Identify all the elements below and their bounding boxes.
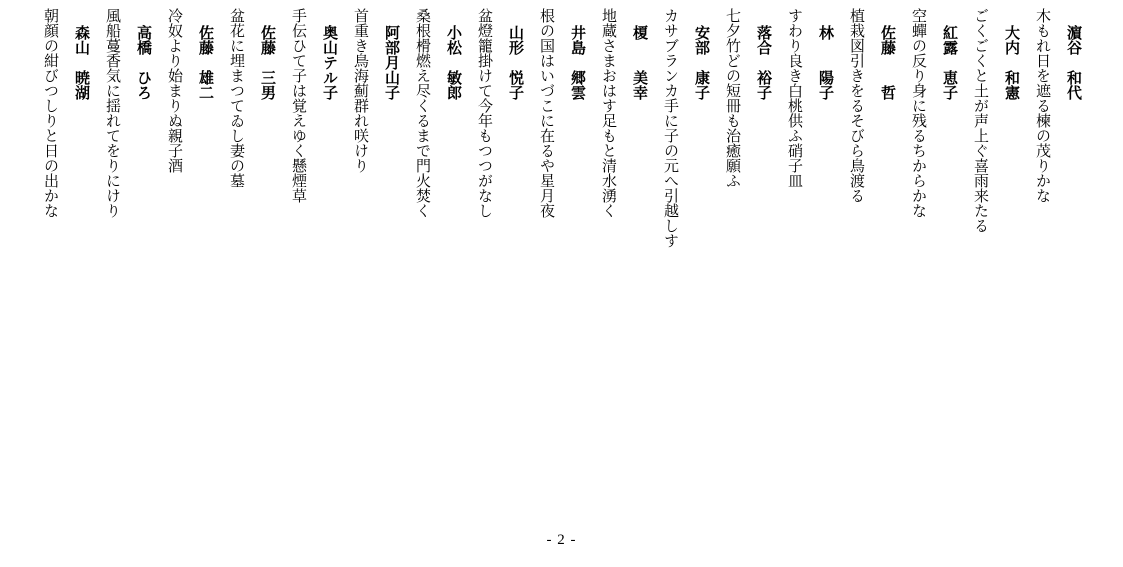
haiku-entry	[655, 8, 717, 328]
page-number: - 2 -	[546, 532, 577, 548]
author-name: 濵谷 和代	[1065, 25, 1083, 100]
haiku-text: 空蟬の反り身に残るちからかな	[910, 8, 928, 218]
haiku-entry	[97, 8, 159, 328]
haiku-entry	[779, 8, 841, 328]
author-name: 林 陽子	[817, 25, 835, 100]
author-name: 高橋 ひろ	[135, 25, 153, 100]
haiku-entry	[35, 8, 97, 328]
haiku-entry	[593, 8, 655, 328]
haiku-text: 地蔵さまおはす足もと清水湧く	[600, 8, 618, 218]
haiku-text: 風船蔓香気に揺れてをりにけり	[104, 8, 122, 218]
haiku-text: 首重き鳥海薊群れ咲けり	[352, 8, 370, 173]
haiku-text: 盆燈籠掛けて今年もつつがなし	[476, 8, 494, 218]
author-name: 小松 敏郎	[445, 25, 463, 100]
haiku-entry	[717, 8, 779, 328]
haiku-entry	[407, 8, 469, 328]
haiku-text: すわり良き白桃供ふ硝子皿	[786, 8, 804, 188]
haiku-entry	[283, 8, 345, 328]
author-name: 奥山テル子	[321, 25, 339, 100]
author-name: 山形 悦子	[507, 25, 525, 100]
haiku-text: 根の国はいづこに在るや星月夜	[538, 8, 556, 218]
haiku-text: 桑根榾燃え尽くるまで門火焚く	[414, 8, 432, 218]
author-name: 佐藤 雄二	[197, 25, 215, 100]
haiku-entry	[345, 8, 407, 328]
haiku-entry	[531, 8, 593, 328]
haiku-list	[35, 8, 1089, 328]
author-name: 紅露 恵子	[941, 25, 959, 100]
haiku-entry	[1027, 8, 1089, 328]
haiku-text: 冷奴より始まりぬ親子酒	[166, 8, 184, 173]
haiku-entry	[159, 8, 221, 328]
haiku-entry	[965, 8, 1027, 328]
haiku-text: ごくごくと土が声上ぐ喜雨来たる	[972, 8, 990, 233]
author-name: 安部 康子	[693, 25, 711, 100]
haiku-entry	[469, 8, 531, 328]
author-name: 落合 裕子	[755, 25, 773, 100]
haiku-text: 盆花に埋まつてゐし妻の墓	[228, 8, 246, 188]
haiku-text: 植栽図引きをるそびら鳥渡る	[848, 8, 866, 203]
haiku-text: カサブランカ手に子の元へ引越しす	[662, 8, 680, 248]
author-name: 榎 美幸	[631, 25, 649, 100]
haiku-text: 木もれ日を遮る楝の茂りかな	[1034, 8, 1052, 203]
author-name: 森山 暁湖	[73, 25, 91, 100]
haiku-text: 朝顔の紺びつしりと日の出かな	[42, 8, 60, 218]
author-name: 佐藤 哲	[879, 25, 897, 100]
haiku-text: 手伝ひて子は覚えゆく懸煙草	[290, 8, 308, 203]
haiku-text: 七夕竹どの短冊も治癒願ふ	[724, 8, 742, 188]
author-name: 阿部月山子	[383, 25, 401, 100]
haiku-entry	[903, 8, 965, 328]
haiku-entry	[841, 8, 903, 328]
haiku-entry	[221, 8, 283, 328]
author-name: 井島 郷雲	[569, 25, 587, 100]
author-name: 佐藤 三男	[259, 25, 277, 100]
author-name: 大内 和憲	[1003, 25, 1021, 100]
